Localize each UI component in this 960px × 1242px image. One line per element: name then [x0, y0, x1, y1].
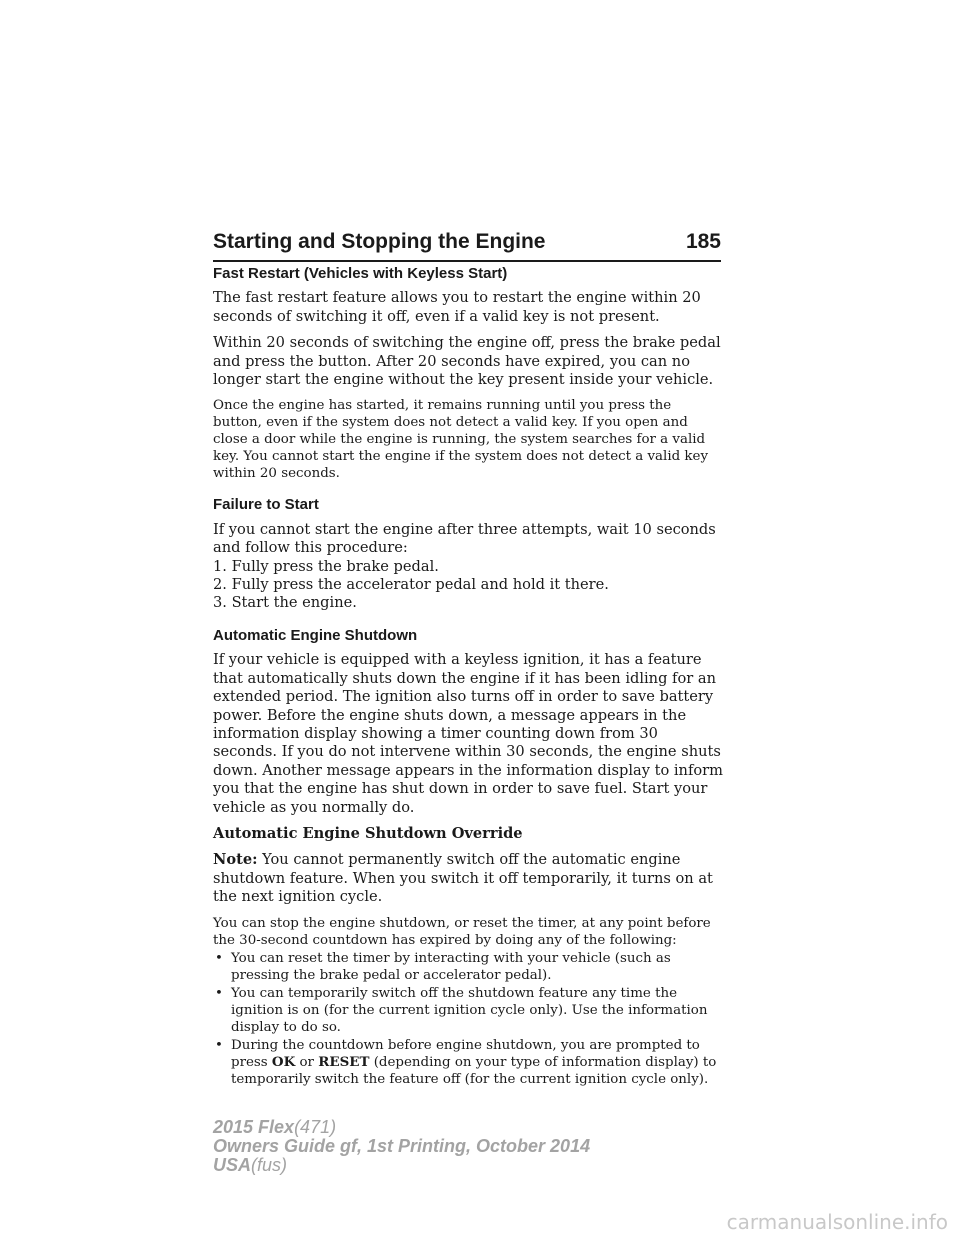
bullet-glyph: • [215, 985, 223, 1001]
section-title: Starting and Stopping the Engine [213, 230, 546, 253]
failure-to-start-procedure [213, 521, 723, 613]
page-footer [213, 1118, 590, 1175]
bullet-text-b: (depending on your type of information display) to temporarily switch the feature off (for the current ignition cycle only). [231, 1054, 717, 1087]
footer-market: USA [213, 1155, 252, 1175]
footer-model-code: (471) [294, 1117, 337, 1137]
bullet-glyph: • [215, 1037, 223, 1053]
header-rule [213, 260, 721, 262]
fast-restart-paragraph-1: The fast restart feature allows you to restart the engine within 20 seconds of switching it off, even if a valid key is not present. [213, 289, 701, 325]
reset-label: RESET [318, 1053, 370, 1070]
footer-market-code: (fus) [251, 1155, 288, 1175]
or-text: or [299, 1054, 314, 1070]
fast-restart-paragraph-3: Once the engine has started, it remains running until you press the button, even if the system does not detect a valid key. If you open and close a door while the engine is running, the system searches for a valid key. You cannot start the engine if the system does not detect a valid key within 20 seconds. [213, 398, 709, 482]
footer-model: 2015 Flex [213, 1117, 295, 1137]
procedure-step: 1. Fully press the brake pedal. [213, 557, 439, 575]
footer-printing-line: Owners Guide gf, 1st Printing, October 2014 [213, 1136, 591, 1156]
ok-label: OK [271, 1053, 296, 1070]
bullet-text: You can reset the timer by interacting with your vehicle (such as pressing the brake pedal or accelerator pedal). [231, 950, 671, 983]
bullet-text: You can temporarily switch off the shutdown feature any time the ignition is on (for the current ignition cycle only). Use the information display to do so. [231, 985, 708, 1035]
footer-model-line [213, 1118, 590, 1137]
bullet-glyph: • [215, 950, 223, 966]
procedure-step: 3. Start the engine. [213, 594, 357, 612]
override-note [213, 851, 723, 906]
watermark: carmanualsonline.info [726, 1210, 948, 1234]
override-intro: You can stop the engine shutdown, or reset the timer, at any point before the 30-second countdown has expired by doing any of the following: [213, 915, 711, 948]
fast-restart-paragraph-2: Within 20 seconds of switching the engine off, press the brake pedal and press the button. After 20 seconds have expired, you can no longer start the engine without the key present inside your vehicle. [213, 334, 721, 389]
override-bullet-list [213, 950, 723, 1088]
bullet-text-a: During the countdown before engine shutdown, you are prompted to press [231, 1037, 700, 1070]
list-item [213, 950, 723, 984]
page-content [213, 265, 723, 1089]
note-text: You cannot permanently switch off the automatic engine shutdown feature. When you switch it off temporarily, it turns on at the next ignition cycle. [213, 851, 713, 906]
auto-shutdown-paragraph: If your vehicle is equipped with a keyless ignition, it has a feature that automatically shuts down the engine if it has been idling for an extended period. The ignition also turns off in order to save battery power. Before the engine shuts down, a message appears in the information display showing a timer counting down from 30 seconds. If you do not intervene within 30 seconds, the engine shuts down. Another message appears in the information display to inform you that the engine has shut down in order to save fuel. Start your vehicle as you normally do. [213, 651, 723, 816]
list-item [213, 985, 723, 1036]
override-heading: Automatic Engine Shutdown Override [213, 824, 523, 842]
failure-to-start-intro: If you cannot start the engine after three attempts, wait 10 seconds and follow this procedure: [213, 520, 716, 557]
page-header [213, 230, 721, 262]
footer-market-line [213, 1156, 590, 1175]
page-number: 185 [685, 230, 721, 253]
list-item [213, 1037, 723, 1088]
failure-to-start-heading: Failure to Start [213, 496, 319, 514]
fast-restart-heading: Fast Restart (Vehicles with Keyless Start) [213, 265, 508, 282]
auto-shutdown-heading: Automatic Engine Shutdown [213, 626, 418, 644]
note-label: Note: [213, 851, 258, 869]
procedure-step: 2. Fully press the accelerator pedal and hold it there. [213, 576, 609, 594]
